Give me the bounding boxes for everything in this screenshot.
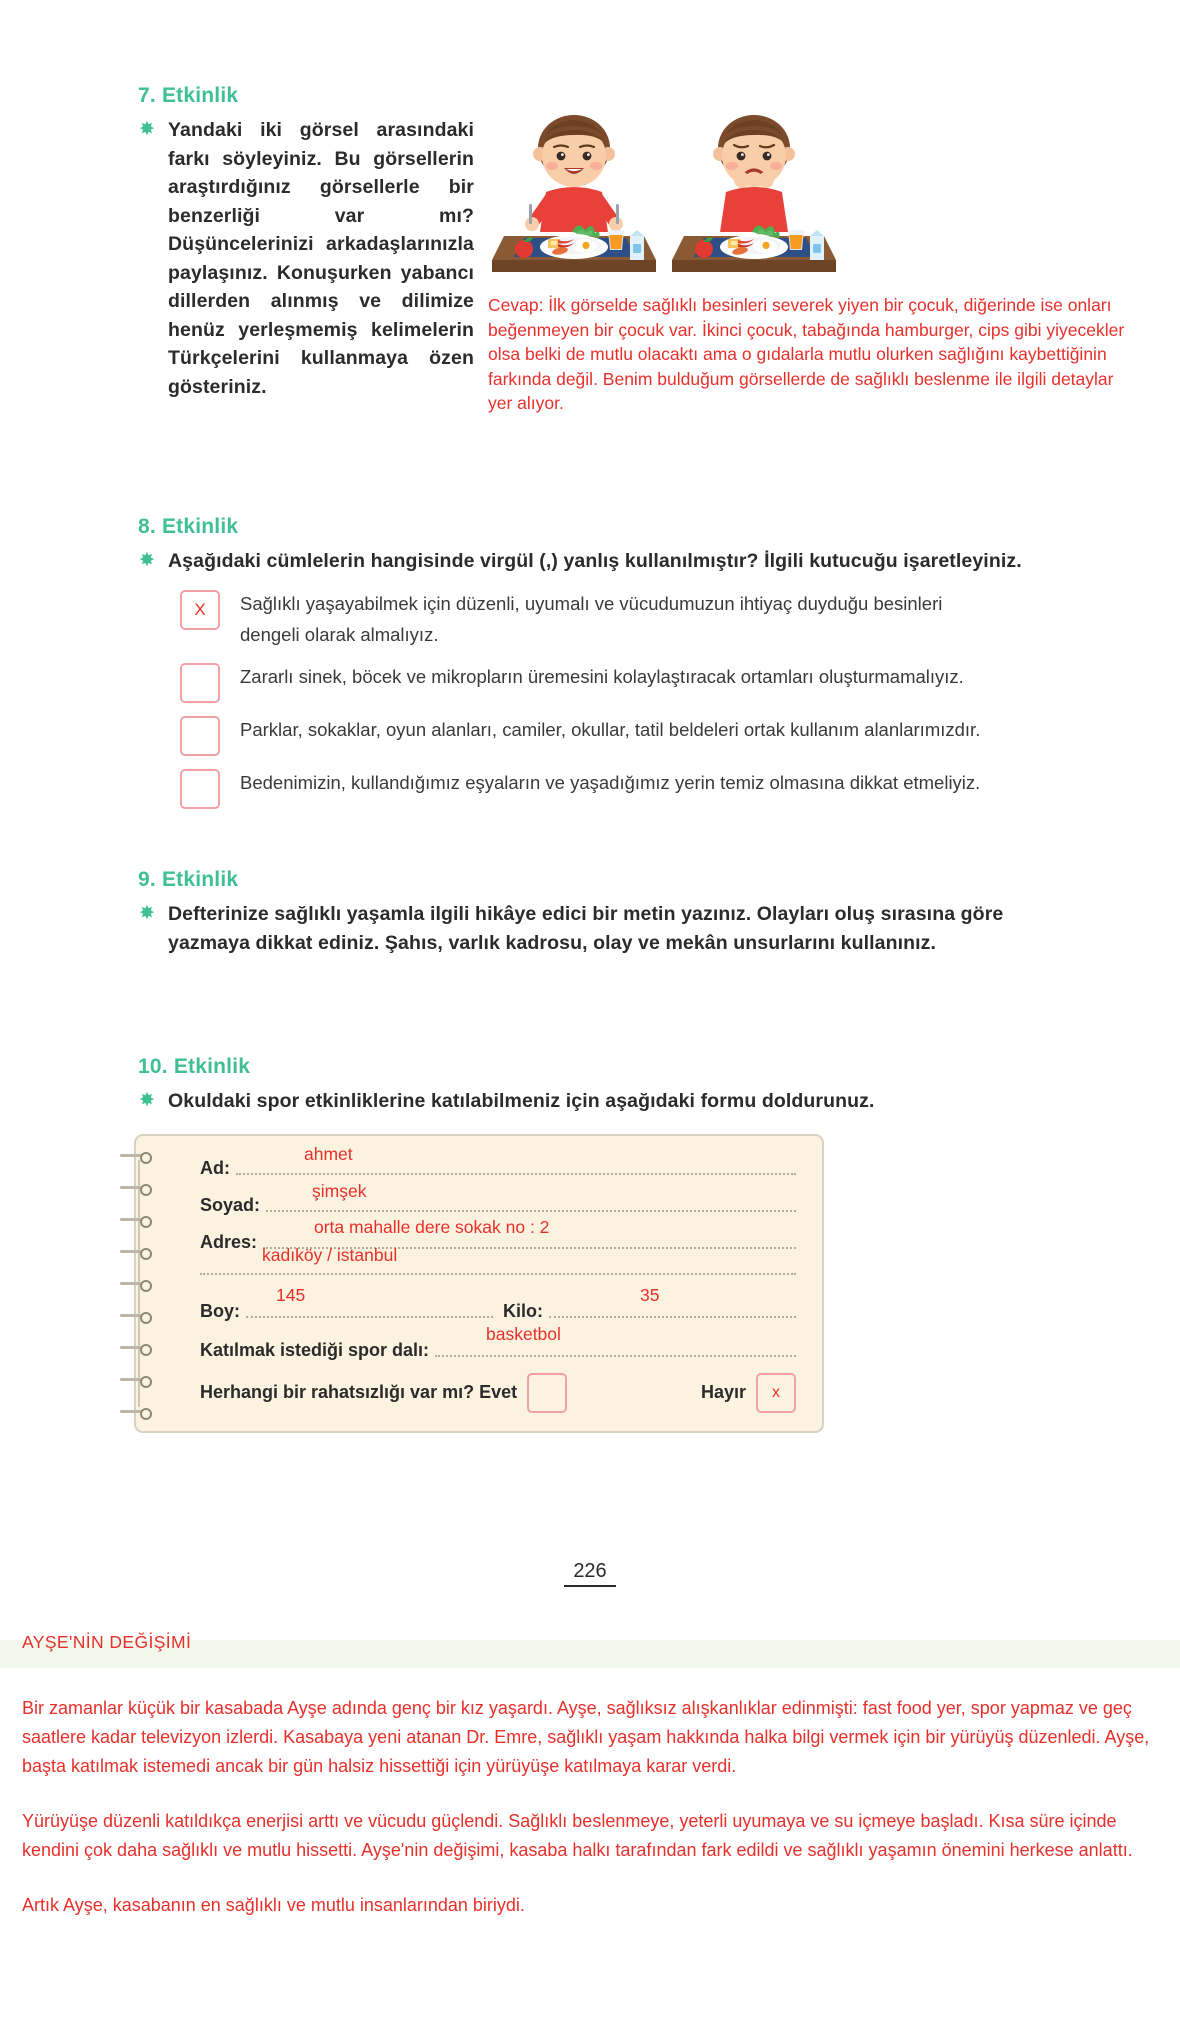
height-input-line[interactable] <box>246 1314 493 1318</box>
activity-10 <box>138 1055 1138 1433</box>
activity-9-question: Defterinize sağlıklı yaşamla ilgili hikâye edici bir metin yazınız. Olayları oluş sırasına göre yazmaya dikkat ediniz. Şahıs, varlık kadrosu, olay ve mekân unsurlarını kullanınız. <box>168 903 1004 954</box>
story-heading: AYŞE'NİN DEĞİŞİMİ <box>22 1632 192 1652</box>
activity-10-question: Okuldaki spor etkinliklerine katılabilmeniz için aşağıdaki formu doldurunuz. <box>168 1090 875 1112</box>
star-icon: ✸ <box>139 903 155 924</box>
checkbox-option-1[interactable]: X <box>180 590 220 630</box>
choice-text: Zararlı sinek, böcek ve mikropların üremesini kolaylaştıracak ortamları oluşturmamalıyız. <box>240 665 964 687</box>
star-icon: ✸ <box>139 1090 155 1111</box>
activity-7 <box>138 84 1138 416</box>
star-icon: ✸ <box>139 119 155 140</box>
name-label: Ad: <box>200 1157 230 1178</box>
story-body <box>22 1694 1158 1946</box>
page-number <box>0 1560 1180 1587</box>
address-value-line1[interactable]: orta mahalle dere sokak no : 2 <box>314 1216 550 1237</box>
choice-text: Parklar, sokaklar, oyun alanları, camiler, okullar, tatil beldeleri ortak kullanım alanlarımızdır. <box>240 718 981 740</box>
sports-registration-form <box>134 1134 824 1433</box>
checkbox-illness-no[interactable]: x <box>756 1373 796 1413</box>
story-paragraph-1: Bir zamanlar küçük bir kasabada Ayşe adında genç bir kız yaşardı. Ayşe, sağlıksız alışkanlıklar edinmişti: fast food yer, spor yapmaz ve geç saatlere kadar televizyon izlerdi. Kasabaya yeni atanan Dr. Emre, sağlıklı yaşam hakkında halka bilgi vermek için bir yürüyüş düzenledi. Ayşe, başta katılmak istemedi ancak bir gün halsiz hissettiği için yürüyüşe katılmaya karar verdi. <box>22 1698 1150 1776</box>
checkbox-option-3[interactable] <box>180 716 220 756</box>
unhappy-child-svg <box>668 104 840 289</box>
activity-9 <box>138 868 1138 957</box>
story-paragraph-3: Artık Ayşe, kasabanın en sağlıklı ve mutlu insanlarından biriydi. <box>22 1895 525 1915</box>
choice-text: Sağlıklı yaşayabilmek için düzenli, uyumalı ve vücudumuzun ihtiyaç duyduğu besinleri dengeli olarak almalıyız. <box>240 592 943 645</box>
activity-8 <box>138 515 1138 820</box>
weight-input-line[interactable] <box>549 1314 796 1318</box>
activity-7-question: Yandaki iki görsel arasındaki farkı söyleyiniz. Bu görsellerin araştırdığınız görsellerle bir benzerliği var mı? Düşüncelerinizi arkadaşlarınızla paylaşınız. Konuşurken yabancı dillerden alınmış ve dilimize henüz yerleşmemiş kelimelerin Türkçelerini kullanmaya özen gösteriniz. <box>168 119 474 398</box>
surname-label: Soyad: <box>200 1194 261 1215</box>
page-number-value: 226 <box>564 1560 615 1587</box>
checkbox-option-4[interactable] <box>180 769 220 809</box>
checkbox-option-2[interactable] <box>180 663 220 703</box>
list-item <box>180 661 1138 703</box>
star-icon: ✸ <box>139 550 155 571</box>
sport-value[interactable]: basketbol <box>486 1323 561 1344</box>
weight-value[interactable]: 35 <box>640 1284 660 1305</box>
address-label: Adres: <box>200 1231 258 1252</box>
happy-child-illustration <box>488 104 660 289</box>
form-row-address-2 <box>200 1244 796 1279</box>
activity-9-title: 9. Etkinlik <box>138 868 239 891</box>
address-value-line2[interactable]: kadıköy / istanbul <box>262 1244 398 1265</box>
activity-7-illustrations <box>488 104 1138 289</box>
height-label: Boy: <box>200 1300 240 1321</box>
list-item <box>180 714 1138 756</box>
activity-8-choice-list <box>138 588 1138 809</box>
unhappy-child-illustration <box>668 104 840 289</box>
choice-text: Bedenimizin, kullandığımız eşyaların ve yaşadığımız yerin temiz olmasına dikkat etmeliyiz. <box>240 771 981 793</box>
illness-label: Herhangi bir rahatsızlığı var mı? Evet <box>200 1382 518 1402</box>
sport-input-line[interactable] <box>435 1353 796 1357</box>
happy-child-svg <box>488 104 660 289</box>
activity-7-answer: Cevap: İlk görselde sağlıklı besinleri severek yiyen bir çocuk, diğerinde ise onları beğenmeyen bir çocuk var. İkinci çocuk, tabağında hamburger, cips gibi yiyecekler olsa belki de mutlu olacaktı ama o gıdalarla mutlu olurken sağlığını kaybettiğinin farkında değil. Benim bulduğum görsellerde de sağlıklı beslenme ile ilgili detaylar yer alıyor. <box>488 295 1125 413</box>
form-row-illness <box>200 1373 796 1413</box>
activity-10-title: 10. Etkinlik <box>138 1055 251 1078</box>
surname-value[interactable]: şimşek <box>312 1180 367 1201</box>
name-value[interactable]: ahmet <box>304 1143 353 1164</box>
list-item <box>180 767 1138 809</box>
form-row-surname <box>200 1180 796 1216</box>
activity-7-title: 7. Etkinlik <box>138 84 239 107</box>
checkbox-illness-yes[interactable] <box>527 1373 567 1413</box>
weight-label: Kilo: <box>503 1300 543 1321</box>
form-row-name <box>200 1143 796 1179</box>
form-row-height-weight <box>200 1284 796 1322</box>
form-row-sport <box>200 1323 796 1361</box>
address-input-line-2[interactable] <box>200 1271 796 1275</box>
sport-label: Katılmak istediği spor dalı: <box>200 1339 430 1360</box>
illness-no-label: Hayır <box>700 1382 746 1402</box>
name-input-line[interactable] <box>236 1171 796 1175</box>
surname-input-line[interactable] <box>266 1208 796 1212</box>
height-value[interactable]: 145 <box>276 1284 306 1305</box>
story-paragraph-2: Yürüyüşe düzenli katıldıkça enerjisi arttı ve vücudu güçlendi. Sağlıklı beslenmeye, yeterli uyumaya ve su içmeye başladı. Kısa süre içinde kendini çok daha sağlıklı ve mutlu hissetti. Ayşe'nin değişimi, kasaba halkı tarafından fark edildi ve sağlıklı yaşamın önemini herkese anlattı. <box>22 1811 1133 1860</box>
activity-8-question: Aşağıdaki cümlelerin hangisinde virgül (,) yanlış kullanılmıştır? İlgili kutucuğu işaretleyiniz. <box>168 550 1022 572</box>
activity-8-title: 8. Etkinlik <box>138 515 239 538</box>
list-item <box>180 588 1138 650</box>
